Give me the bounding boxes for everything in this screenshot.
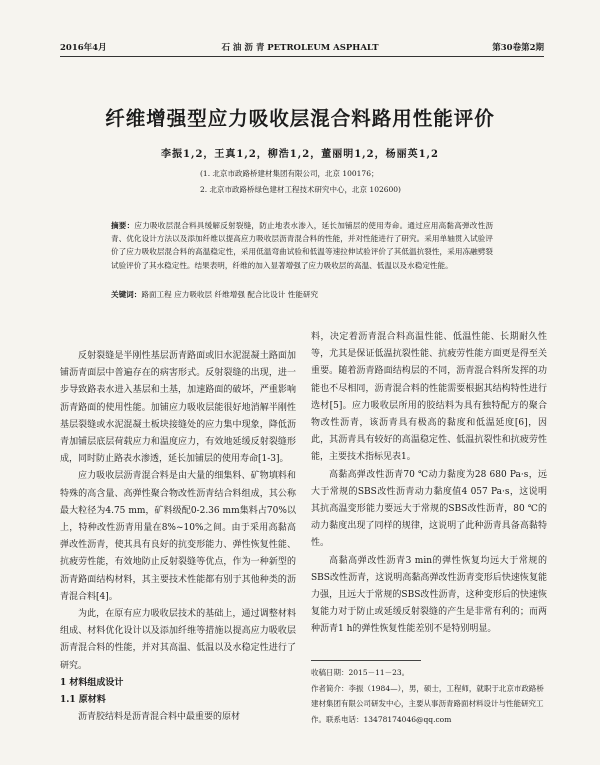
header-volume: 第30卷第2期 — [492, 43, 544, 53]
paragraph: 为此，在原有应力吸收层技术的基础上，通过调整材料组成、材料优化设计以及添加纤维等措施以提高应力吸收层沥青混合料的性能，并对其高温、低温以及水稳定性进行了研究。 — [60, 609, 296, 671]
author-list: 李振1,2，王真1,2，柳浩1,2，董丽明1,2，杨丽英1,2 — [161, 149, 439, 160]
footnote — [311, 665, 547, 727]
footnote-rule — [311, 660, 421, 661]
section-heading: 1 材料组成设计 — [60, 677, 124, 688]
paragraph: 应力吸收层沥青混合料是由大量的细集料、矿物填料和特殊的高含量、高弹性聚合物改性沥青结合料组成，其公称最大粒径为4.75 mm，矿料级配0-2.36 mm集料占70%以上，特种改性沥青用量在8%~10%之间。由于采用高黏高弹改性沥青，使其具有良好的抗变形能力、弹性恢复性能、抗疲劳性能，有效地防止反射裂缝等优点，作为一种新型的沥青路面结构材料，其主要技术性能都有别于其他种类的沥青混合料[4]。 — [60, 471, 296, 602]
paragraph: 高黏高弹改性沥青70 ℃动力黏度为28 680 Pa·s，远大于常规的SBS改性沥青动力黏度值4 057 Pa·s，这说明其抗高温变形能力要远大于常规的SBS改性沥青，80 ℃的动力黏度出现了同样的规律，这说明了此种沥青具备高黏特性。 — [311, 469, 547, 549]
abstract — [111, 219, 493, 272]
right-column — [311, 329, 547, 639]
paragraph: 料，决定着沥青混合料高温性能、低温性能、长期耐久性等，尤其是保证低温抗裂性能、抗疲劳性能方面更是得至关重要。随着沥青路面结构层的不同，沥青混合料所发挥的功能也不尽相同，沥青混合料的性能需要根据其结构特性进行选材[5]。应力吸收层所用的胶结料为具有独特配方的聚合物改性沥青，该沥青具有极高的黏度和低温延度[6]，因此，其沥青具有较好的高温稳定性、低温抗裂性和抗疲劳性能，主要技术指标见表1。 — [311, 332, 547, 463]
footnote-bio: 作者简介：李振（1984—），男，硕士，工程师，就职于北京市政路桥建材集团有限公司研发中心，主要从事沥青路面材料设计与性能研究工作。联系电话：13478174046@qq.com — [311, 683, 544, 724]
abstract-text: 应力吸收层混合料具缓解反射裂缝，防止地表水渗入，延长加铺层的使用寿命。通过应用高黏高弹改性沥青、优化设计方法以及添加纤维以提高应力吸收层沥青混合料的性能，并对性能进行了研究。采用单轴贯入试验评价了应力吸收层混合料的高温稳定性，采用低温弯曲试验和低温等速拉伸试验评价了其低温抗裂性，采用冻融劈裂试验评价了其水稳定性。结果表明，纤维的加入显著增强了应力吸收层的高温、低温以及水稳定性能。 — [111, 221, 494, 270]
subsection-heading: 1.1 原材料 — [60, 695, 106, 706]
header-date: 2016年4月 — [60, 43, 107, 53]
abstract-label: 摘要： — [111, 221, 135, 230]
footnote-received: 收稿日期：2015－11－23。 — [311, 668, 410, 677]
paper-title: 纤维增强型应力吸收层混合料路用性能评价 — [105, 107, 495, 130]
paragraph: 沥青胶结料是沥青混合料中最重要的原材 — [78, 712, 241, 723]
keywords-text: 路面工程 应力吸收层 纤维增强 配合比设计 性能研究 — [141, 290, 319, 299]
paragraph: 高黏高弹改性沥青3 min的弹性恢复均远大于常规的SBS改性沥青，这说明高黏高弹改性沥青变形后快速恢复能力强，且远大于常规的SBS改性沥青，这种变形后的快速恢复能力对于防止或延缓反射裂缝的产生是非常有利的；而两种沥青1 h的弹性恢复性能差别不是特别明显。 — [311, 555, 547, 635]
affiliation-1: (1. 北京市政路桥建材集团有限公司，北京 100176； — [200, 169, 379, 178]
left-column — [60, 348, 296, 726]
keywords-label: 关键词： — [111, 290, 142, 299]
paragraph: 反射裂缝是半刚性基层沥青路面或旧水泥混凝土路面加铺沥青面层中普遍存在的病害形式。反射裂缝的出现，进一步导致路表水进入基层和土基，加速路面的破坏，严重影响沥青路面的使用性能。加铺应力吸收层能很好地消解半刚性基层裂缝或水泥混凝土板块接缝处的应力集中现象，降低沥青加铺层底层荷载应力和温度应力，有效地延缓反射裂缝形成，同时防止路表水渗透，延长加铺层的使用寿命[1-3]。 — [60, 351, 296, 465]
keywords — [111, 289, 493, 300]
affiliation-2: 2. 北京市政路桥绿色建材工程技术研究中心，北京 102600) — [200, 185, 401, 194]
header-journal: 石 油 沥 青 PETROLEUM ASPHALT — [221, 43, 379, 53]
header-rule — [60, 56, 544, 57]
